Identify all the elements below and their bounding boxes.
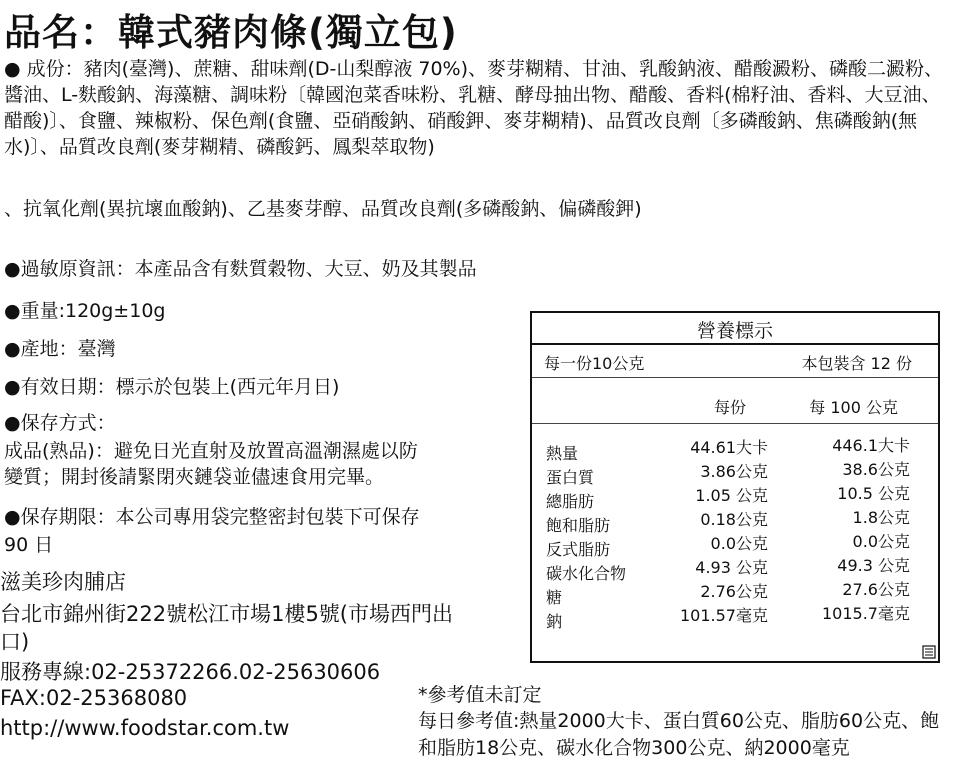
nutrient-per-100g: 0.0公克 [852, 532, 910, 551]
ingredients-text: ● 成份：豬肉(臺灣)、蔗糖、甜味劑(D-山梨醇液 70%)、麥芽糊精、甘油、乳酸鈉液、醋酸澱粉、磷酸二澱粉、醬油、L-麩酸鈉、海藻糖、調味粉〔韓國泡菜香味粉、乳糖、酵母抽出物、醋酸、香料(棉籽油、香料、大豆油、醋酸)〕、食鹽、辣椒粉、保色劑(食鹽、亞硝酸鈉、硝酸鉀、麥芽糊精)、品質改良劑〔多磷酸鈉、焦磷酸鈉(無水)〕、品質改良劑(麥芽糊精、磷酸鈣、鳳梨萃取物) [4, 58, 944, 158]
nutrient-per-100g: 27.6公克 [842, 580, 910, 599]
nutrient-per-100g: 1.8公克 [852, 508, 910, 527]
nutrient-per-100g: 1015.7毫克 [822, 604, 910, 623]
document-icon [922, 645, 936, 659]
nutrient-label: 蛋白質 [546, 468, 595, 487]
reference-note-body: 每日參考值:熱量2000大卡、蛋白質60公克、脂肪60公克、飽和脂肪18公克、碳水化合物300公克、納2000毫克 [418, 710, 940, 759]
nutrient-label: 鈉 [546, 612, 563, 631]
nutrient-label: 糖 [546, 588, 563, 607]
origin-info: ●產地：臺灣 [4, 338, 116, 360]
allergen-info: ●過敏原資訊：本產品含有麩質穀物、大豆、奶及其製品 [4, 258, 477, 280]
nutrient-per-serving: 0.18公克 [700, 510, 768, 529]
ingredients-continued: 、抗氧化劑(異抗壞血酸鈉)、乙基麥芽醇、品質改良劑(多磷酸鈉、偏磷酸鉀) [4, 198, 642, 220]
nutrition-title: 營養標示 [696, 320, 773, 342]
weight-info: ●重量:120g±10g [4, 300, 166, 322]
nutrient-label: 反式脂肪 [546, 540, 611, 559]
nutrient-per-serving: 0.0公克 [710, 534, 768, 553]
nutrition-facts-panel [530, 311, 940, 663]
nutrient-per-serving: 3.86公克 [700, 462, 768, 481]
store-address-1: 台北市錦州街222號松江市場1樓5號(市場西門出 [0, 602, 453, 626]
nutrient-per-serving: 1.05 公克 [695, 486, 768, 505]
store-name: 滋美珍肉脯店 [0, 570, 126, 594]
column-per-100g: 每 100 公克 [809, 398, 898, 417]
nutrient-per-serving: 4.93 公克 [695, 558, 768, 577]
divider [532, 423, 938, 424]
storage-heading: ●保存方式： [4, 412, 116, 434]
nutrient-per-100g: 49.3 公克 [837, 556, 910, 575]
nutrient-label: 熱量 [546, 444, 579, 463]
store-phone: 服務專線:02-25372266.02-25630606 [0, 660, 381, 684]
nutrient-label: 碳水化合物 [546, 564, 627, 583]
servings-per-package: 本包裝含 12 份 [801, 354, 912, 373]
nutrient-per-100g: 10.5 公克 [837, 484, 910, 503]
nutrient-label: 飽和脂肪 [546, 516, 611, 535]
storage-line-1: 成品(熟品)：避免日光直射及放置高溫潮濕處以防 [4, 440, 418, 462]
shelf-life-line-2: 90 日 [4, 534, 54, 556]
nutrient-label: 總脂肪 [546, 492, 595, 511]
nutrient-per-serving: 2.76公克 [700, 582, 768, 601]
store-address-2: 口) [0, 630, 30, 654]
reference-note-title: *參考值未訂定 [418, 684, 542, 706]
product-title: 品名：韓式豬肉條(獨立包) [4, 11, 458, 54]
divider [532, 377, 938, 378]
nutrient-per-100g: 446.1大卡 [832, 436, 910, 455]
store-website[interactable]: http://www.foodstar.com.tw [0, 716, 290, 740]
nutrient-per-100g: 38.6公克 [842, 460, 910, 479]
nutrient-per-serving: 101.57毫克 [680, 606, 768, 625]
column-per-serving: 每份 [713, 398, 746, 417]
serving-size: 每一份10公克 [544, 354, 645, 373]
nutrient-per-serving: 44.61大卡 [690, 438, 768, 457]
shelf-life-line-1: ●保存期限：本公司專用袋完整密封包裝下可保存 [4, 506, 420, 528]
storage-line-2: 變質；開封後請緊閉夾鏈袋並儘速食用完畢。 [4, 466, 385, 488]
store-fax: FAX:02-25368080 [0, 686, 188, 710]
expiry-info: ●有效日期：標示於包裝上(西元年月日) [4, 376, 340, 398]
divider [532, 343, 938, 345]
